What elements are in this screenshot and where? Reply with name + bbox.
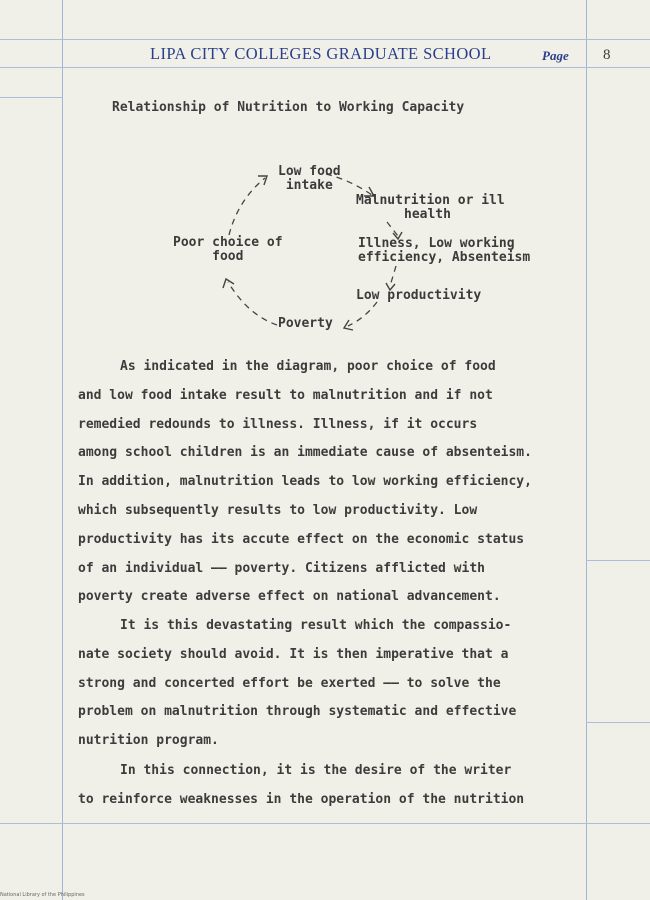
text-line: productivity has its accute effect on the economic status [78,531,525,547]
header-page-number: 8 [603,47,611,63]
text-line: It is this devastating result which the compassio- [120,618,512,633]
text-line: of an individual —— poverty. Citizens afflicted with [78,560,485,576]
document-heading: Relationship of Nutrition to Working Capacity [112,100,465,115]
node-line: Malnutrition or ill [356,193,505,208]
text-line: strong and concerted effort be exerted —— to solve the [78,675,501,691]
paragraph-1 [78,353,598,612]
arrow-poor-choice-to-intake [229,178,265,235]
node-line: Illness, Low working [358,236,515,251]
text-line: remedied redounds to illness. Illness, if it occurs [78,416,478,432]
node-poverty [278,317,333,331]
arrow-malnutrition-to-illness [387,222,398,236]
node-line: intake [285,178,333,193]
text-line: and low food intake result to malnutrition and if not [78,387,493,403]
text-line: problem on malnutrition through systematic and effective [78,704,517,720]
node-line: Low food [278,164,341,179]
text-line: In this connection, it is the desire of the writer [120,763,512,778]
node-line: health [404,207,451,222]
node-low-productivity [356,289,481,303]
text-line: nutrition program. [78,733,219,749]
node-low-food-intake [278,165,341,193]
arrow-poverty-to-poor-choice [228,282,277,325]
text-line: nate society should avoid. It is then imperative that a [78,646,509,662]
header-page-label: Page [542,48,569,63]
header-title: LIPA CITY COLLEGES GRADUATE SCHOOL [150,44,492,63]
node-illness [358,237,530,265]
arrow-illness-to-productivity [390,266,396,286]
node-line: efficiency, Absenteism [358,250,531,265]
text-line: poverty create adverse effect on national advancement. [78,589,501,605]
text-line: to reinforce weaknesses in the operation of the nutrition [78,791,525,807]
arrow-productivity-to-poverty [348,302,377,326]
node-line: food [212,249,244,264]
paragraph-3 [78,757,598,815]
node-malnutrition [356,194,505,222]
node-poor-choice [173,236,283,264]
node-line: Poverty [278,316,333,331]
footer-credit: National Library of the Philippines [0,892,85,898]
text-line: which subsequently results to low productivity. Low [78,502,478,518]
node-line: Low productivity [356,288,482,303]
text-line: among school children is an immediate cause of absenteism. [78,445,532,461]
paragraph-2 [78,612,598,756]
node-line: Poor choice of [173,235,283,250]
text-line: In addition, malnutrition leads to low working efficiency, [78,474,532,490]
text-line: As indicated in the diagram, poor choice of food [120,359,496,374]
